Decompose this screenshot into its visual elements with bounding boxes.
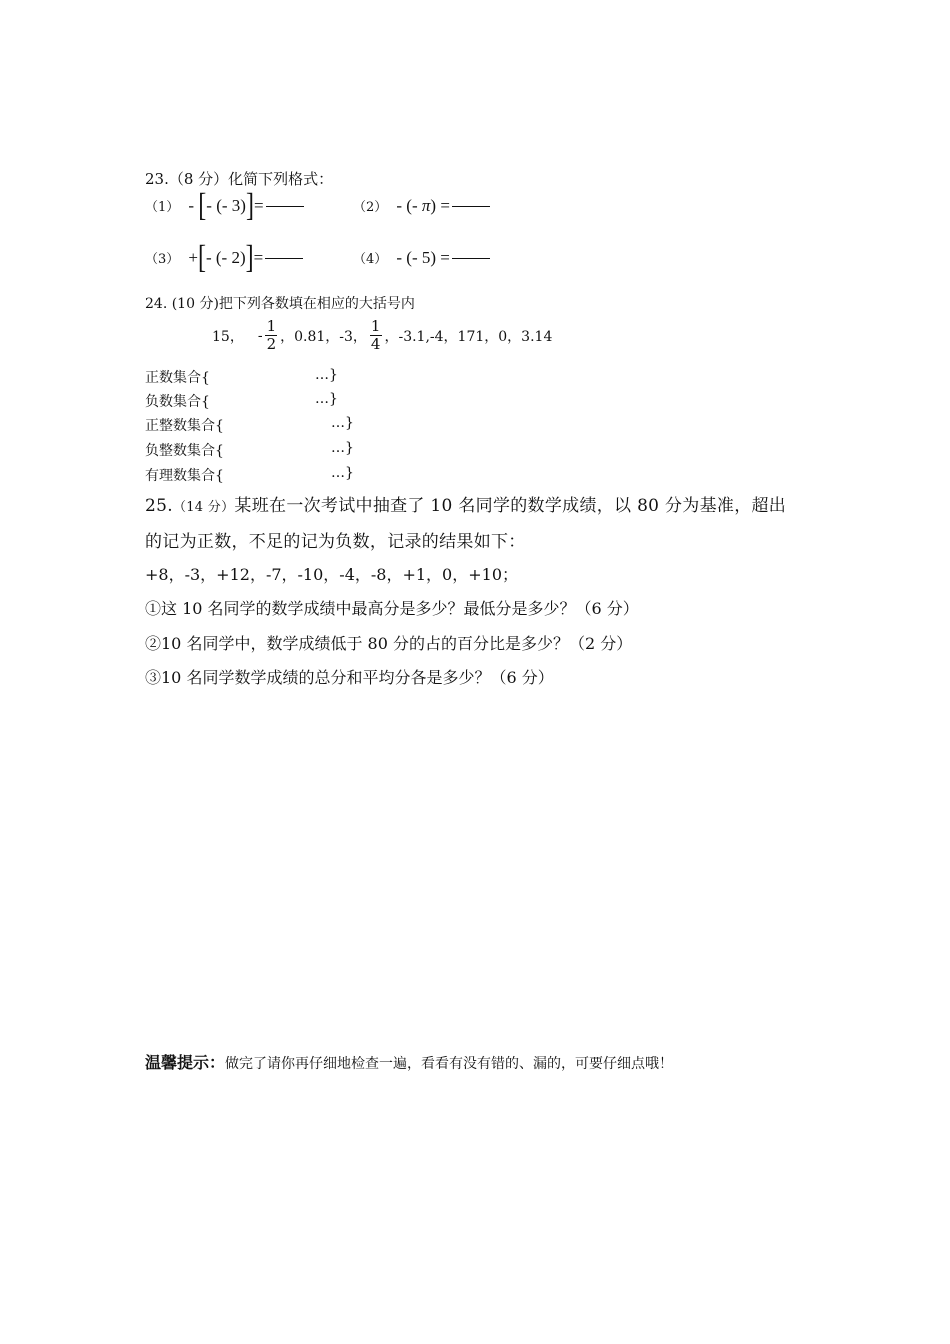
q23-item-1-label: （1） — [145, 200, 180, 215]
answer-blank — [266, 206, 304, 207]
q25-line-1: 25.（14 分）某班在一次考试中抽查了 10 名同学的数学成绩，以 80 分为基准，超出 — [145, 496, 787, 516]
set-positive-integer: 正整数集合{ …} — [145, 415, 354, 434]
q23-item-3 — [145, 240, 303, 276]
set-positive: 正数集合{ …} — [145, 367, 338, 386]
left-bracket: [ — [197, 240, 206, 276]
right-bracket: ] — [245, 188, 254, 224]
q23-item-4 — [353, 248, 490, 268]
fraction-one-quarter: $\frac{1}{4}$ — [370, 317, 381, 353]
q23-item-4-label: （4） — [353, 252, 388, 267]
q25-sub-2: ②10 名同学中，数学成绩低于 80 分的占的百分比是多少？（2 分） — [145, 634, 633, 653]
q23-item-3-label: （3） — [145, 252, 180, 267]
q23-item-2-label: （2） — [353, 200, 388, 215]
q23-item-3-expr: +[- (- 2)]= — [188, 248, 303, 267]
set-negative: 负数集合{ …} — [145, 391, 338, 410]
q23-item-2 — [353, 196, 490, 216]
set-rational: 有理数集合{ …} — [145, 465, 354, 484]
q23-title: 23.（8 分）化简下列格式： — [145, 170, 334, 188]
tip — [145, 1050, 673, 1073]
q24-numbers: 15， - $\frac{1}{2}$ ，0.81，-3， $\frac{1}{4}$ ，-3.1,-4，171，0，3.14 — [212, 317, 553, 353]
right-bracket: ] — [245, 240, 254, 276]
set-negative-integer: 负整数集合{ …} — [145, 440, 354, 459]
tip-label: 温馨提示： — [145, 1053, 226, 1072]
q25-sub-1: ①这 10 名同学的数学成绩中最高分是多少？最低分是多少？（6 分） — [145, 599, 639, 618]
fraction-one-half: $\frac{1}{2}$ — [266, 317, 277, 353]
answer-blank — [452, 258, 490, 259]
q23-item-1 — [145, 188, 304, 224]
q24-title: 24. (10 分)把下列各数填在相应的大括号内 — [145, 296, 415, 312]
left-bracket: [ — [198, 188, 207, 224]
answer-blank — [452, 206, 490, 207]
q23-item-4-expr: - (- 5) = — [396, 248, 490, 267]
q23-item-2-expr: - (- π) = — [396, 196, 490, 215]
q25-sub-3: ③10 名同学数学成绩的总分和平均分各是多少？（6 分） — [145, 668, 554, 687]
answer-blank — [265, 258, 303, 259]
q23-item-1-expr: - [- (- 3)]= — [188, 196, 303, 215]
q25-data: +8，-3，+12，-7，-10，-4，-8，+1，0，+10； — [145, 565, 518, 584]
q25-line-2: 的记为正数，不足的记为负数，记录的结果如下： — [145, 532, 526, 552]
tip-text: 做完了请你再仔细地检查一遍，看看有没有错的、漏的，可要仔细点哦！ — [225, 1056, 674, 1072]
